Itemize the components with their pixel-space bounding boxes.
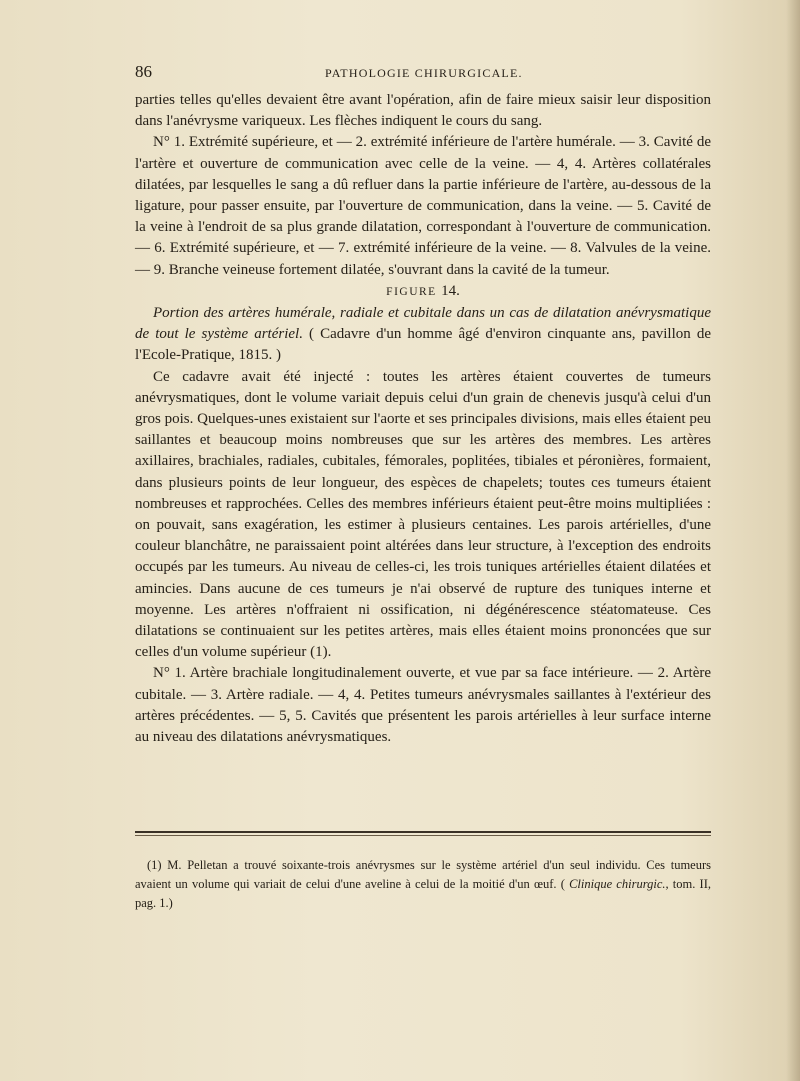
paragraph-legend-figure-13: N° 1. Extrémité supérieure, et — 2. extrémité inférieure de l'artère humérale. — 3. Cavité de l'artère et ouverture de communication avec celle de la veine. — 4, 4. Artères collatérales dilatées, par lesquelles le sang a dû refluer dans la partie inférieure de l'artère, au-dessous de la ligature, pour passer ensuite, par l'ouverture de communication, dans la veine. — 5. Cavité de la veine à l'endroit de sa plus grande dilatation, correspondant à l'ouverture de communication. — 6. Extrémité supérieure, et — 7. extrémité inférieure de la veine. — 8. Valvules de la veine. — 9. Branche veineuse fortement dilatée, s'ouvrant dans la cavité de la tumeur. [135,134,711,278]
footnote-rule [135,831,711,833]
page-header [135,62,710,86]
paragraph-case-description: Ce cadavre avait été injecté : toutes les artères étaient couvertes de tumeurs anévrysmatiques, dont le volume variait depuis celui d'un grain de chenevis jusqu'à celui d'un gros pois. Quelques-unes existaient sur l'aorte et ses principales divisions, mais elles étaient peu saillantes et beaucoup moins nombreuses que sur les artères des membres. Les artères axillaires, brachiales, radiales, cubitales, fémorales, poplitées, tibiales et péronières, formaient, dans plusieurs points de leur longueur, des espèces de chapelets; toutes ces tumeurs étaient nombreuses et rapprochées. Celles des membres inférieurs étaient peut-être moins multipliées : on pouvait, sans exagération, les estimer à plusieurs centaines. Les parois artérielles, d'une couleur blanchâtre, ne paraissaient point altérées dans leur structure, à l'exception des endroits occupés par les tumeurs. Au niveau de celles-ci, les trois tuniques artérielles étaient dilatées et amincies. Dans aucune de ces tumeurs je n'ai observé de rupture des tuniques interne et moyenne. Les artères n'offraient ni ossification, ni dégénérescence stéatomateuse. Ces dilatations se continuaient sur les petites artères, mais elles étaient moins prononcées que sur celles d'un volume supérieur (1). [135,368,711,661]
page-edge-shadow [786,0,800,1081]
footnote-text: (1) M. Pelletan a trouvé soixante-trois anévrysmes sur le système artériel d'un seul individu. Ces tumeurs avaient un volume qui variait de celui d'une aveline à celui de la moitié d'un œuf. ( [135,858,711,891]
footnote-citation-italic: Clinique chirurgic., [569,877,669,891]
paragraph-legend-figure-14: N° 1. Artère brachiale longitudinalement ouverte, et vue par sa face intérieure. — 2. Artère cubitale. — 3. Artère radiale. — 4, 4. Petites tumeurs anévrysmales saillantes à l'extérieur des artères précédentes. — 5, 5. Cavités que présentent les parois artérielles à leur surface interne au niveau des dilatations anévrysmatiques. [135,665,711,746]
page-number: 86 [135,62,152,81]
figure-number: 14. [441,282,460,299]
figure-heading [135,281,711,303]
paragraph-figure-title [135,303,711,367]
footnote-citation-end: tom. II, pag. 1.) [135,877,712,910]
figure-label: FIGURE [386,285,437,298]
paragraph-continuation: parties telles qu'elles devaient être avant l'opération, afin de faire mieux saisir leur disposition dans l'anévrysme variqueux. Les flèches indiquent le cours du sang. [135,92,711,130]
running-head: PATHOLOGIE CHIRURGICALE. [325,66,523,80]
body-text [135,90,711,748]
figure-title-italic: Portion des artères humérale, radiale et cubitale dans un cas de dilatation anévrysmatique de tout le système artériel. [135,305,711,343]
footnote [135,856,711,913]
footnote-rule-thin [135,835,711,836]
figure-title-rest: ( Cadavre d'un homme âgé d'environ cinquante ans, pavillon de l'Ecole-Pratique, 1815. ) [135,326,711,364]
